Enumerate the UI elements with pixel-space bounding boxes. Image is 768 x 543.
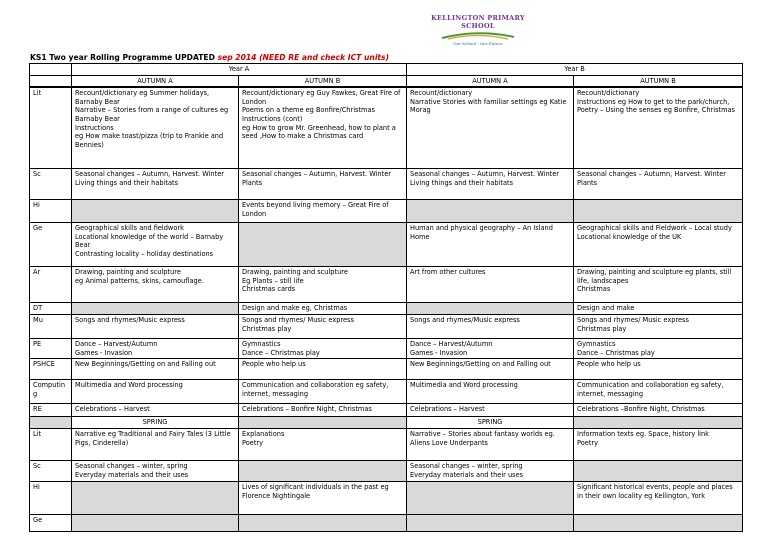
spring-row (30, 481, 743, 514)
topic-cell: Information texts eg. Space, history link Poetry (574, 428, 743, 460)
topic-cell: Drawing, painting and sculpture eg Animal patterns, skins, camouflage. (72, 267, 239, 303)
topic-cell: Recount/dictionary Narrative Stories with familiar settings eg Katie Morag (407, 87, 574, 169)
corner-cell (30, 417, 72, 429)
subject-label: Ar (30, 267, 72, 303)
topic-cell (72, 481, 239, 514)
autumn-rows (30, 87, 743, 417)
topic-cell: Drawing, painting and sculpture eg plants, still life, landscapes Christmas (574, 267, 743, 303)
autumn-row (30, 303, 743, 315)
topic-cell: Seasonal changes – Autumn, Harvest. Winter Plants (239, 169, 407, 200)
spring-rows (30, 428, 743, 531)
school-logo (420, 14, 536, 46)
topic-cell: Design and make eg, Christmas (239, 303, 407, 315)
autumn-row (30, 267, 743, 303)
subject-label: Ge (30, 223, 72, 267)
page-title (30, 53, 389, 62)
subject-label: Lit (30, 428, 72, 460)
year-b-header: Year B (407, 64, 743, 76)
autumn-row (30, 359, 743, 380)
subject-label: Hi (30, 481, 72, 514)
update-note: sep 2014 (NEED RE and check ICT units) (217, 53, 390, 62)
topic-cell: Narrative – Stories about fantasy worlds eg. Aliens Love Underpants (407, 428, 574, 460)
spring-spacer (574, 417, 743, 429)
topic-cell: Recount/dictionary eg Summer holidays, Barnaby Bear Narrative – Stories from a range of cultures eg Barnaby Bear Instructions eg How make toast/pizza (trip to Frankie and Bennies) (72, 87, 239, 169)
topic-cell: Recount/dictionary eg Guy Fawkes, Great Fire of London Poems on a theme eg Bonfire/Christmas Instructions (cont) eg How to grow Mr. Greenhead, how to plant a seed ,How to make a Christmas card (239, 87, 407, 169)
topic-cell (72, 303, 239, 315)
autumn-row (30, 339, 743, 359)
school-motto: Our School - Our Future (453, 41, 503, 46)
topic-cell: Geographical skills and Fieldwork – Local study Locational knowledge of the UK (574, 223, 743, 267)
topic-cell: Dance – Harvest/Autumn Games - Invasion (72, 339, 239, 359)
topic-cell: Human and physical geography – An Island Home (407, 223, 574, 267)
topic-cell: People who help us (574, 359, 743, 380)
topic-cell (574, 460, 743, 481)
topic-cell: Seasonal changes – winter, spring Everyday materials and their uses (72, 460, 239, 481)
spring-row (30, 514, 743, 531)
subject-label: DT (30, 303, 72, 315)
topic-cell: Seasonal changes – Autumn, Harvest. Winter Living things and their habitats (72, 169, 239, 200)
corner-cell (30, 64, 72, 76)
subject-label: PSHCE (30, 359, 72, 380)
rolling-programme-table (29, 63, 743, 532)
topic-cell: Lives of significant individuals in the past eg Florence Nightingale (239, 481, 407, 514)
term-header-row (30, 75, 743, 87)
topic-cell: Drawing, painting and sculpture Eg Plants – still life Christmas cards (239, 267, 407, 303)
topic-cell (239, 460, 407, 481)
topic-cell (72, 200, 239, 223)
subject-label: Computing (30, 380, 72, 404)
topic-cell: New Beginnings/Getting on and Falling out (72, 359, 239, 380)
topic-cell: Design and make (574, 303, 743, 315)
term-header: AUTUMN A (407, 75, 574, 87)
topic-cell: Songs and rhymes/ Music express Christmas play (239, 315, 407, 339)
autumn-row (30, 404, 743, 417)
topic-cell: Dance – Harvest/Autumn Games - Invasion (407, 339, 574, 359)
topic-cell (407, 303, 574, 315)
term-header: AUTUMN B (239, 75, 407, 87)
term-header: AUTUMN B (574, 75, 743, 87)
topic-cell: Explanations Poetry (239, 428, 407, 460)
topic-cell (72, 514, 239, 531)
topic-cell: Recount/dictionary Instructions eg How to get to the park/church, Poetry – Using the senses eg Bonfire, Christmas (574, 87, 743, 169)
topic-cell: People who help us (239, 359, 407, 380)
subject-label: Sc (30, 169, 72, 200)
topic-cell (574, 200, 743, 223)
topic-cell: Seasonal changes – Autumn, Harvest. Winter Plants (574, 169, 743, 200)
topic-cell (407, 514, 574, 531)
topic-cell: Multimedia and Word processing (72, 380, 239, 404)
topic-cell (239, 223, 407, 267)
topic-cell: Significant historical events, people and places in their own locality eg Kellington, York (574, 481, 743, 514)
title-text: KS1 Two year Rolling Programme UPDATED (30, 53, 218, 62)
logo-swoosh-icon (438, 31, 518, 41)
autumn-row (30, 315, 743, 339)
autumn-row (30, 200, 743, 223)
spring-spacer (239, 417, 407, 429)
subject-label: Mu (30, 315, 72, 339)
topic-cell: Multimedia and Word processing (407, 380, 574, 404)
topic-cell: Celebrations – Harvest (72, 404, 239, 417)
topic-cell: Geographical skills and fieldwork Locational knowledge of the world – Barnaby Bear Contrasting locality – holiday destinations (72, 223, 239, 267)
subject-label: PE (30, 339, 72, 359)
topic-cell: Communication and collaboration eg safety, internet, messaging (574, 380, 743, 404)
topic-cell: New Beginnings/Getting on and Falling out (407, 359, 574, 380)
topic-cell (574, 514, 743, 531)
topic-cell: Art from other cultures (407, 267, 574, 303)
topic-cell: Seasonal changes – winter, spring Everyday materials and their uses (407, 460, 574, 481)
autumn-row (30, 87, 743, 169)
topic-cell: Gymnastics Dance – Christmas play (239, 339, 407, 359)
topic-cell: Narrative eg Traditional and Fairy Tales (3 Little Pigs, Cinderella) (72, 428, 239, 460)
spring-header: SPRING (72, 417, 239, 429)
spring-row (30, 428, 743, 460)
autumn-row (30, 223, 743, 267)
topic-cell (407, 481, 574, 514)
year-header-row (30, 64, 743, 76)
corner-cell (30, 75, 72, 87)
subject-label: Lit (30, 87, 72, 169)
topic-cell: Songs and rhymes/ Music express Christmas play (574, 315, 743, 339)
topic-cell: Events beyond living memory – Great Fire of London (239, 200, 407, 223)
spring-header: SPRING (407, 417, 574, 429)
topic-cell: Songs and rhymes/Music express (72, 315, 239, 339)
term-header: AUTUMN A (72, 75, 239, 87)
topic-cell (407, 200, 574, 223)
topic-cell: Celebrations – Bonfire Night, Christmas (239, 404, 407, 417)
subject-label: Sc (30, 460, 72, 481)
topic-cell: Seasonal changes – Autumn, Harvest. Winter Living things and their habitats (407, 169, 574, 200)
topic-cell: Songs and rhymes/Music express (407, 315, 574, 339)
autumn-row (30, 169, 743, 200)
spring-row (30, 460, 743, 481)
autumn-row (30, 380, 743, 404)
topic-cell: Celebrations – Harvest (407, 404, 574, 417)
topic-cell: Celebrations –Bonfire Night, Christmas (574, 404, 743, 417)
year-a-header: Year A (72, 64, 407, 76)
school-name: KELLINGTON PRIMARY SCHOOL (431, 14, 525, 30)
subject-label: Ge (30, 514, 72, 531)
subject-label: Hi (30, 200, 72, 223)
topic-cell: Communication and collaboration eg safety, internet, messaging (239, 380, 407, 404)
topic-cell: Gymnastics Dance – Christmas play (574, 339, 743, 359)
topic-cell (239, 514, 407, 531)
spring-header-row (30, 417, 743, 429)
subject-label: RE (30, 404, 72, 417)
